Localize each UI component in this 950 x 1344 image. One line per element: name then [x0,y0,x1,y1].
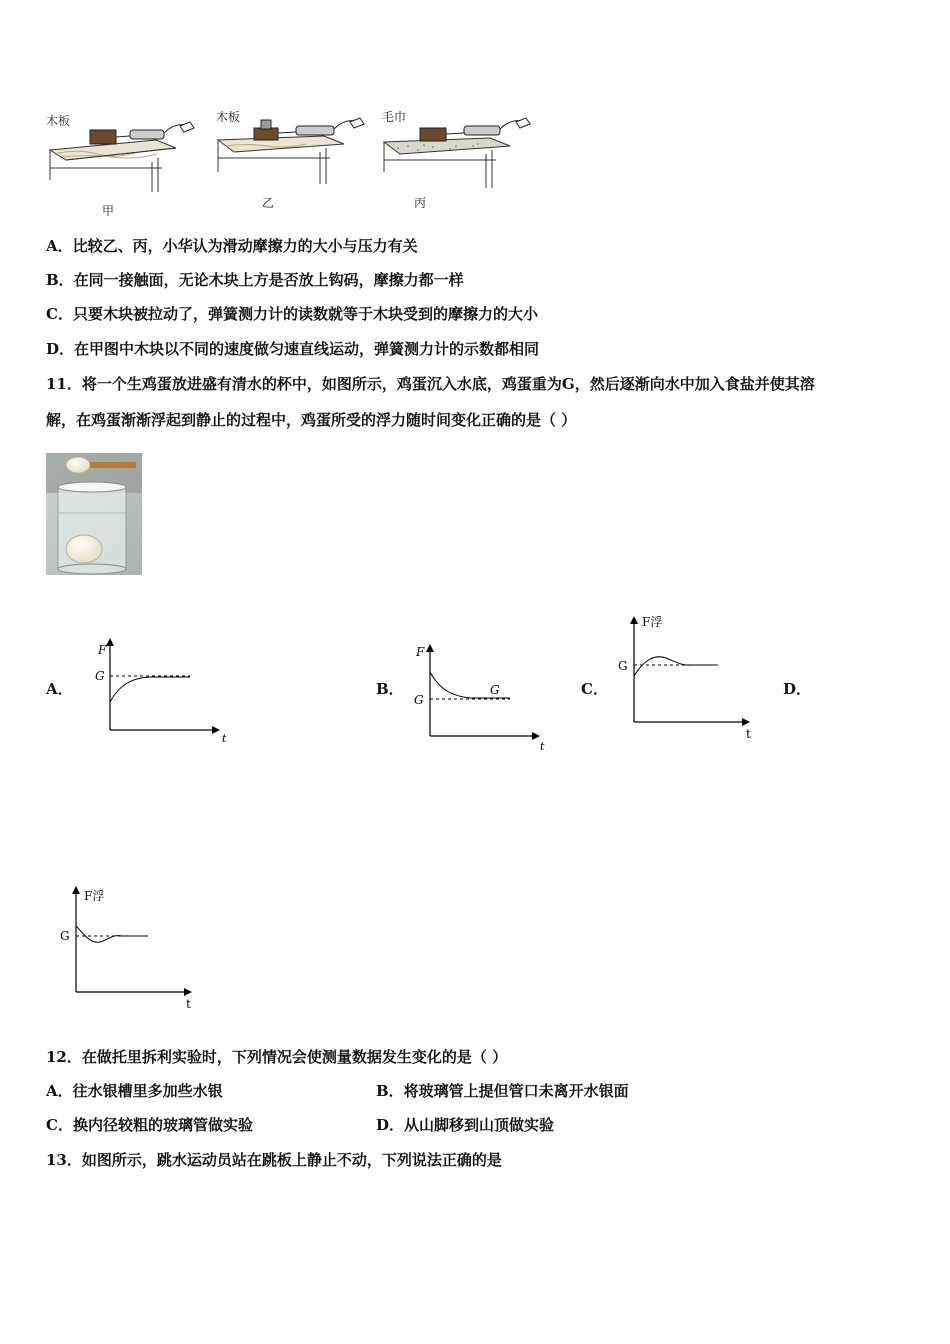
q12-option-a: A．往水银槽里多加些水银 [46,1082,223,1100]
caption-bing: 丙 [414,196,427,210]
caption-yi: 乙 [262,196,275,210]
graph-b-svg [410,640,550,752]
friction-experiment-figure [44,106,544,218]
q12-option-d: D．从山脚移到山顶做实验 [376,1116,555,1134]
q11-option-c-letter: C． [581,680,608,698]
graph-b-curve-label: G [490,683,500,697]
setup-yi [218,118,364,184]
graph-c-curve [634,657,718,676]
q12-stem: 12．在做托里拆利实验时，下列情况会使测量数据发生变化的是（ ） [46,1048,508,1066]
graph-a-y-label: F [98,643,107,657]
caption-jia: 甲 [102,204,115,218]
q10-option-c: C．只要木块被拉动了，弹簧测力计的读数就等于木块受到的摩擦力的大小 [46,305,538,323]
graph-d [56,882,206,1012]
egg-beaker-drawing [46,453,142,575]
q11-stem-line1: 11．将一个生鸡蛋放进盛有清水的杯中，如图所示，鸡蛋沉入水底，鸡蛋重为G，然后逐渐向水中加入食盐并使其溶 [46,375,815,393]
graph-a-svg [90,636,230,746]
graph-d-curve [76,926,148,942]
graph-a-g-label: G [95,669,105,683]
q12-option-c: C．换内径较粗的玻璃管做实验 [46,1116,253,1134]
egg-beaker-photo [46,453,142,575]
q11-option-a-letter: A． [46,680,73,698]
graph-d-svg [56,882,206,1012]
graph-b-x-label: t [540,740,545,752]
graph-b [410,640,550,752]
graph-a-x-label: t [222,732,227,745]
surface-label-2: 木板 [216,110,241,124]
q11-stem-line2: 解，在鸡蛋渐渐浮起到静止的过程中，鸡蛋所受的浮力随时间变化正确的是（ ） [46,411,577,429]
graph-c-y-label: F浮 [642,615,663,629]
q10-option-a: A．比较乙、丙，小华认为滑动摩擦力的大小与压力有关 [46,237,418,255]
graph-d-x-label: t [186,997,191,1011]
friction-setup-drawing [44,106,544,218]
q13-stem: 13．如图所示，跳水运动员站在跳板上静止不动，下列说法正确的是 [46,1151,502,1169]
q12-option-b: B．将玻璃管上提但管口未离开水银面 [376,1082,629,1100]
setup-jia [50,122,194,192]
graph-b-g-label: G [414,693,424,707]
q11-option-b-letter: B． [376,680,404,698]
graph-d-y-label: F浮 [84,889,105,903]
q10-option-b: B．在同一接触面，无论木块上方是否放上钩码，摩擦力都一样 [46,271,464,289]
q10-option-d: D．在甲图中木块以不同的速度做匀速直线运动，弹簧测力计的示数都相同 [46,340,540,358]
graph-c [614,610,764,742]
setup-bing [384,118,530,188]
surface-label-3: 毛巾 [382,110,407,124]
graph-c-x-label: t [746,727,751,741]
graph-c-g-label: G [618,659,628,673]
graph-a [90,636,230,746]
graph-b-y-label: F [416,645,425,659]
graph-d-g-label: G [60,929,70,943]
q11-option-d-letter: D． [783,680,812,698]
surface-label-1: 木板 [46,114,71,128]
graph-a-curve [110,677,190,702]
graph-c-svg [614,610,764,742]
